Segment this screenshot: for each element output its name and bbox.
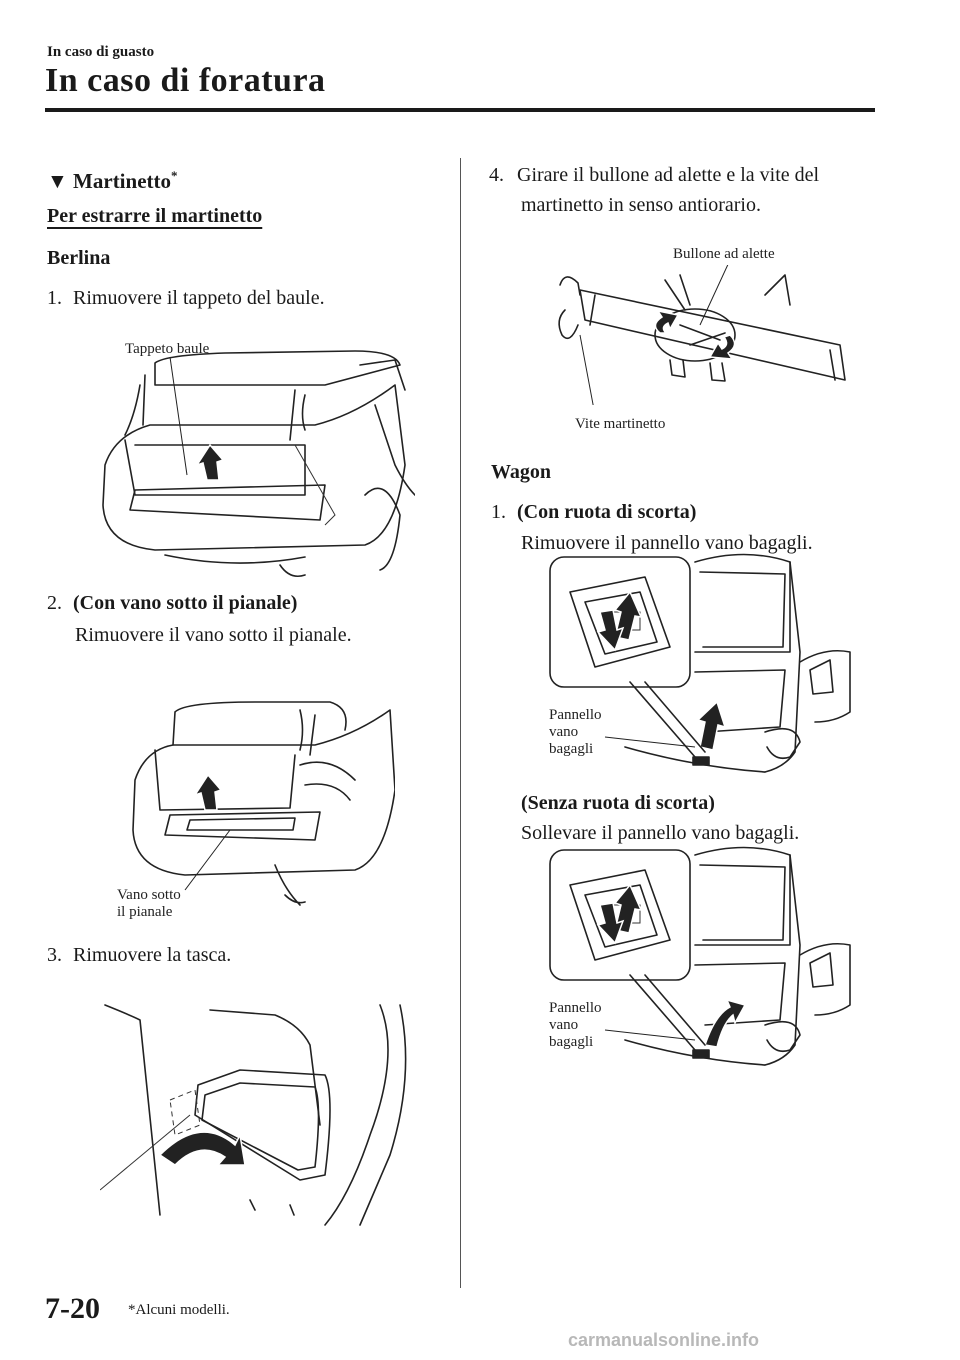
wagon-step-1: [491, 497, 696, 527]
label-line: Pannello: [549, 707, 602, 723]
page-number: 7-20: [45, 1292, 100, 1325]
step-number: 2.: [47, 592, 62, 614]
title-rule: [45, 108, 875, 112]
watermark: carmanualsonline.info: [568, 1330, 760, 1350]
label-line: vano: [549, 724, 579, 740]
step-4: [489, 160, 819, 190]
label-line: bagagli: [549, 1034, 594, 1050]
figure-remove-pocket: [100, 995, 415, 1230]
step-condition: (Con vano sotto il pianale): [73, 592, 298, 614]
step-text: Rimuovere il tappeto del baule.: [73, 287, 325, 309]
figure-label-pannello-a: [549, 707, 602, 758]
wagon-step-1-text: Rimuovere il pannello vano bagagli.: [521, 532, 813, 554]
chapter-title: In caso di foratura: [45, 62, 326, 99]
step-2-text: Rimuovere il vano sotto il pianale.: [75, 624, 352, 646]
step-text: Rimuovere la tasca.: [73, 944, 232, 966]
label-line: il pianale: [117, 904, 173, 920]
step-1: [47, 283, 325, 313]
label-line: bagagli: [549, 741, 594, 757]
heading-text: Martinetto: [73, 169, 172, 193]
alt-condition: (Senza ruota di scorta): [521, 792, 715, 814]
subheading: Per estrarre il martinetto: [47, 205, 263, 227]
figure-label-tappeto: Tappeto baule: [125, 341, 210, 357]
variant-berlina: Berlina: [47, 247, 111, 269]
figure-label-bullone: Bullone ad alette: [673, 246, 775, 262]
step-3: [47, 940, 231, 970]
column-divider: [460, 158, 461, 1288]
footnote: *Alcuni modelli.: [128, 1302, 230, 1318]
section-heading: [47, 168, 178, 194]
alt-text: Sollevare il pannello vano bagagli.: [521, 822, 800, 844]
step-number: 1.: [491, 501, 506, 523]
section-kicker: In caso di guasto: [47, 44, 155, 60]
step-text-line1: Girare il bullone ad alette e la vite del: [517, 164, 820, 186]
step-number: 1.: [47, 287, 62, 309]
variant-wagon: Wagon: [491, 461, 552, 483]
label-line: vano: [549, 1017, 579, 1033]
step-number: 4.: [489, 164, 504, 186]
figure-sedan-underfloor-box: [125, 690, 395, 920]
label-line: Vano sotto: [117, 887, 181, 903]
triangle-marker-icon: ▼: [47, 169, 68, 193]
figure-sedan-trunk-mat: [95, 345, 415, 585]
step-4-text-line2: martinetto in senso antiorario.: [521, 194, 761, 216]
label-line: Pannello: [549, 1000, 602, 1016]
figure-label-vano-sotto: [117, 887, 181, 921]
figure-jack-wing-bolt: [550, 265, 855, 405]
figure-label-pannello-b: [549, 1000, 602, 1051]
footnote-marker: *: [171, 168, 178, 183]
step-condition: (Con ruota di scorta): [517, 501, 697, 523]
figure-label-vite: Vite martinetto: [575, 416, 666, 432]
step-2: [47, 588, 297, 618]
step-number: 3.: [47, 944, 62, 966]
